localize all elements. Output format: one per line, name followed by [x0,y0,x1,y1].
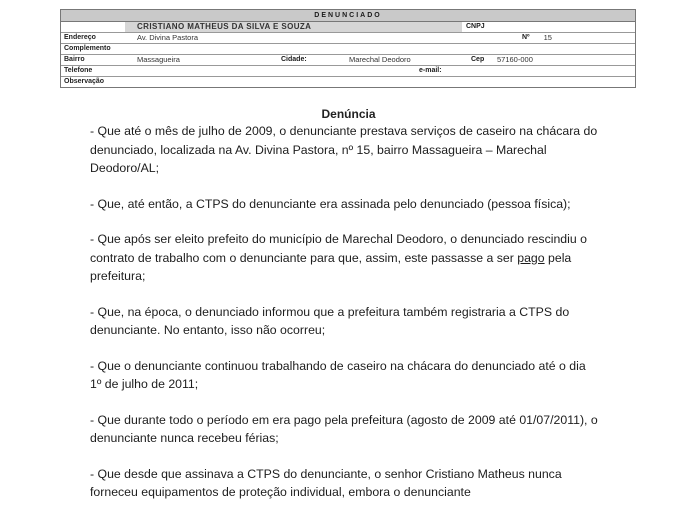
address-label: Endereço [64,34,96,41]
paragraph: - Que até o mês de julho de 2009, o denunciante prestava serviços de caseiro na chácara do denunciado, localizada na Av. Divina Pastora, nº 15, bairro Massagueira – Marechal Deodoro/AL; [90,124,598,175]
form-header: DENUNCIADO [61,10,635,22]
cnpj-label: CNPJ [466,23,485,30]
complement-row [61,44,635,55]
name-row [61,22,635,33]
district-value: Massagueira [137,55,180,64]
paragraph: - Que o denunciante continuou trabalhando de caseiro na chácara do denunciado até o dia 1º de julho de 2011; [90,358,586,391]
email-label: e-mail: [419,67,442,74]
phone-label: Telefone [64,67,93,74]
address-value: Av. Divina Pastora [137,33,198,42]
document-title: Denúncia [321,107,376,121]
underlined-word: pago [517,250,545,265]
defendant-name: CRISTIANO MATHEUS DA SILVA E SOUZA [125,22,462,32]
notes-label: Observação [64,78,105,85]
paragraph: - Que desde que assinava a CTPS do denunciante, o senhor Cristiano Matheus nunca forneceu equipamentos de proteção individual, embora o denunciante [90,466,562,499]
paragraph: - Que durante todo o período em era pago pela prefeitura (agosto de 2009 até 01/07/2011), o denunciante nunca recebeu férias; [90,412,598,445]
notes-row [61,77,635,87]
cep-value: 57160-000 [497,55,533,64]
district-label: Bairro [64,56,85,63]
paragraph: - Que, até então, a CTPS do denunciante era assinada pelo denunciado (pessoa física); [90,196,571,211]
address-row [61,33,635,44]
paragraph: - Que, na época, o denunciado informou que a prefeitura também registraria a CTPS do denunciante. No entanto, isso não ocorreu; [90,304,570,337]
number-label: Nº [522,34,530,41]
district-row [61,55,635,66]
complement-label: Complemento [64,45,111,52]
number-value: 15 [543,33,552,42]
city-value: Marechal Deodoro [349,55,411,64]
phone-row [61,66,635,77]
cep-label: Cep [471,56,485,63]
paragraph: - Que após ser eleito prefeito do município de Marechal Deodoro, o denunciado rescindiu o contrato de trabalho com o denunciante para que, assim, este passasse a ser pago pela prefeitura; [90,232,587,283]
city-label: Cidade: [281,56,307,63]
defendant-form [60,9,636,88]
complaint-body [90,122,600,519]
